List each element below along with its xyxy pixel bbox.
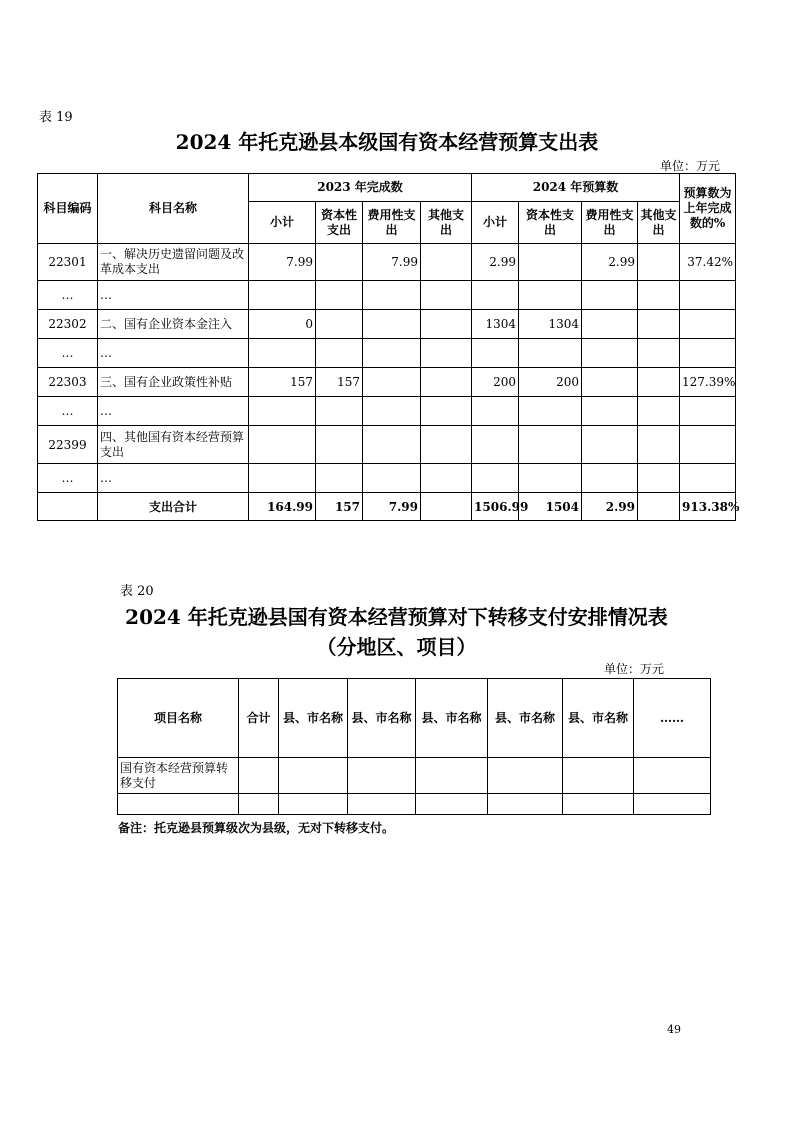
cell — [638, 397, 680, 426]
cell — [680, 339, 736, 368]
cell — [638, 426, 680, 464]
table-row — [38, 397, 736, 426]
header-subtotal: 小计 — [472, 202, 519, 244]
cell — [582, 464, 638, 493]
header-capital: 资本性支出 — [519, 202, 582, 244]
header-subtotal: 小计 — [249, 202, 316, 244]
row-code: … — [38, 281, 98, 310]
cell — [519, 397, 582, 426]
cell — [472, 426, 519, 464]
header-2023: 2023 年完成数 — [249, 174, 472, 202]
cell — [638, 244, 680, 281]
cell — [249, 397, 316, 426]
cell — [634, 758, 711, 794]
cell: 0 — [249, 310, 316, 339]
cell — [472, 281, 519, 310]
cell — [249, 339, 316, 368]
row-code: … — [38, 397, 98, 426]
cell: 157 — [249, 368, 316, 397]
cell — [249, 426, 316, 464]
table20-label: 表 20 — [120, 584, 154, 599]
header-2024: 2024 年预算数 — [472, 174, 680, 202]
table20-title-line1: 2024 年托克逊县国有资本经营预算对下转移支付安排情况表 — [125, 605, 668, 629]
row-name: 一、解决历史遗留问题及改革成本支出 — [98, 244, 249, 281]
cell: 127.39% — [680, 368, 736, 397]
cell — [239, 794, 279, 815]
header-expense: 费用性支出 — [363, 202, 421, 244]
row-name: 三、国有企业政策性补贴 — [98, 368, 249, 397]
total-cell: 157 — [316, 493, 363, 521]
cell — [488, 794, 563, 815]
table-row — [38, 368, 736, 397]
row-name: 二、国有企业资本金注入 — [98, 310, 249, 339]
table19-unit: 单位：万元 — [660, 159, 721, 173]
row-code: … — [38, 339, 98, 368]
cell: 2.99 — [472, 244, 519, 281]
cell — [316, 244, 363, 281]
total-cell — [638, 493, 680, 521]
cell — [638, 310, 680, 339]
table-row — [38, 281, 736, 310]
cell: 2.99 — [582, 244, 638, 281]
header-other: 其他支出 — [638, 202, 680, 244]
cell — [363, 368, 421, 397]
cell — [638, 281, 680, 310]
table-row — [38, 464, 736, 493]
header-ratio: 预算数为上年完成数的% — [680, 174, 736, 244]
cell — [638, 464, 680, 493]
row-code: 22302 — [38, 310, 98, 339]
cell — [638, 339, 680, 368]
total-cell: 164.99 — [249, 493, 316, 521]
cell — [519, 464, 582, 493]
cell — [316, 281, 363, 310]
row-code: 22301 — [38, 244, 98, 281]
page-number: 49 — [667, 1023, 681, 1036]
cell — [249, 464, 316, 493]
cell — [316, 426, 363, 464]
table20-unit: 单位：万元 — [604, 662, 665, 676]
cell — [519, 426, 582, 464]
table-row — [38, 310, 736, 339]
cell — [680, 281, 736, 310]
cell — [582, 339, 638, 368]
cell — [582, 397, 638, 426]
cell — [363, 281, 421, 310]
table-row — [38, 426, 736, 464]
cell: 37.42% — [680, 244, 736, 281]
total-cell: 1506.99 — [472, 493, 519, 521]
cell — [421, 426, 472, 464]
cell: 7.99 — [249, 244, 316, 281]
cell — [316, 339, 363, 368]
total-label: 支出合计 — [98, 493, 249, 521]
cell — [249, 281, 316, 310]
cell — [348, 758, 416, 794]
cell — [316, 310, 363, 339]
cell — [279, 758, 348, 794]
cell — [316, 397, 363, 426]
cell — [519, 339, 582, 368]
cell — [582, 310, 638, 339]
table-row — [118, 794, 711, 815]
cell — [279, 794, 348, 815]
cell — [582, 281, 638, 310]
row-name: … — [98, 397, 249, 426]
cell — [363, 310, 421, 339]
cell — [421, 281, 472, 310]
total-cell: 913.38% — [680, 493, 736, 521]
cell — [680, 397, 736, 426]
table20 — [117, 678, 711, 815]
cell — [421, 368, 472, 397]
cell — [363, 426, 421, 464]
table20-note: 备注：托克逊县预算级次为县级，无对下转移支付。 — [118, 821, 395, 835]
header-other: 其他支出 — [421, 202, 472, 244]
cell — [472, 339, 519, 368]
total-code — [38, 493, 98, 521]
header-ellipsis: …… — [634, 679, 711, 758]
header-county: 县、市名称 — [488, 679, 563, 758]
cell — [363, 339, 421, 368]
total-cell: 1504 — [519, 493, 582, 521]
header-county: 县、市名称 — [279, 679, 348, 758]
cell — [421, 310, 472, 339]
cell — [239, 758, 279, 794]
table-row — [38, 339, 736, 368]
cell: 157 — [316, 368, 363, 397]
row-code: 22399 — [38, 426, 98, 464]
cell: 7.99 — [363, 244, 421, 281]
cell — [348, 794, 416, 815]
cell — [582, 426, 638, 464]
table-row — [118, 758, 711, 794]
cell — [638, 368, 680, 397]
header-county: 县、市名称 — [563, 679, 634, 758]
total-cell — [421, 493, 472, 521]
cell — [316, 464, 363, 493]
cell — [363, 397, 421, 426]
header-total: 合计 — [239, 679, 279, 758]
header-county: 县、市名称 — [348, 679, 416, 758]
cell — [680, 464, 736, 493]
cell — [416, 758, 488, 794]
cell — [680, 310, 736, 339]
row-name: … — [98, 339, 249, 368]
table19 — [37, 173, 740, 521]
header-code: 科目编码 — [38, 174, 98, 244]
cell — [421, 244, 472, 281]
total-cell: 7.99 — [363, 493, 421, 521]
row-name: 四、其他国有资本经营预算支出 — [98, 426, 249, 464]
header-expense: 费用性支出 — [582, 202, 638, 244]
row-code: 22303 — [38, 368, 98, 397]
cell — [519, 281, 582, 310]
header-capital: 资本性支出 — [316, 202, 363, 244]
cell: 200 — [519, 368, 582, 397]
table20-title-line2: （分地区、项目） — [316, 635, 477, 659]
header-project-name: 项目名称 — [118, 679, 239, 758]
cell — [363, 464, 421, 493]
cell — [416, 794, 488, 815]
row-name — [118, 794, 239, 815]
cell — [488, 758, 563, 794]
cell — [519, 244, 582, 281]
cell: 200 — [472, 368, 519, 397]
total-cell: 2.99 — [582, 493, 638, 521]
row-name: … — [98, 464, 249, 493]
header-county: 县、市名称 — [416, 679, 488, 758]
cell — [680, 426, 736, 464]
table19-total-row — [38, 493, 736, 521]
cell — [421, 397, 472, 426]
cell — [472, 397, 519, 426]
cell — [582, 368, 638, 397]
row-name: … — [98, 281, 249, 310]
cell — [421, 339, 472, 368]
cell — [634, 794, 711, 815]
cell: 1304 — [472, 310, 519, 339]
cell — [472, 464, 519, 493]
row-name: 国有资本经营预算转移支付 — [118, 758, 239, 794]
cell — [421, 464, 472, 493]
table19-title: 2024 年托克逊县本级国有资本经营预算支出表 — [175, 130, 599, 154]
cell — [563, 758, 634, 794]
row-code: … — [38, 464, 98, 493]
table-row — [38, 244, 736, 281]
table19-label: 表 19 — [39, 110, 73, 125]
table19-header-row-1 — [38, 174, 736, 202]
header-name: 科目名称 — [98, 174, 249, 244]
cell — [563, 794, 634, 815]
cell: 1304 — [519, 310, 582, 339]
table20-header-row — [118, 679, 711, 758]
